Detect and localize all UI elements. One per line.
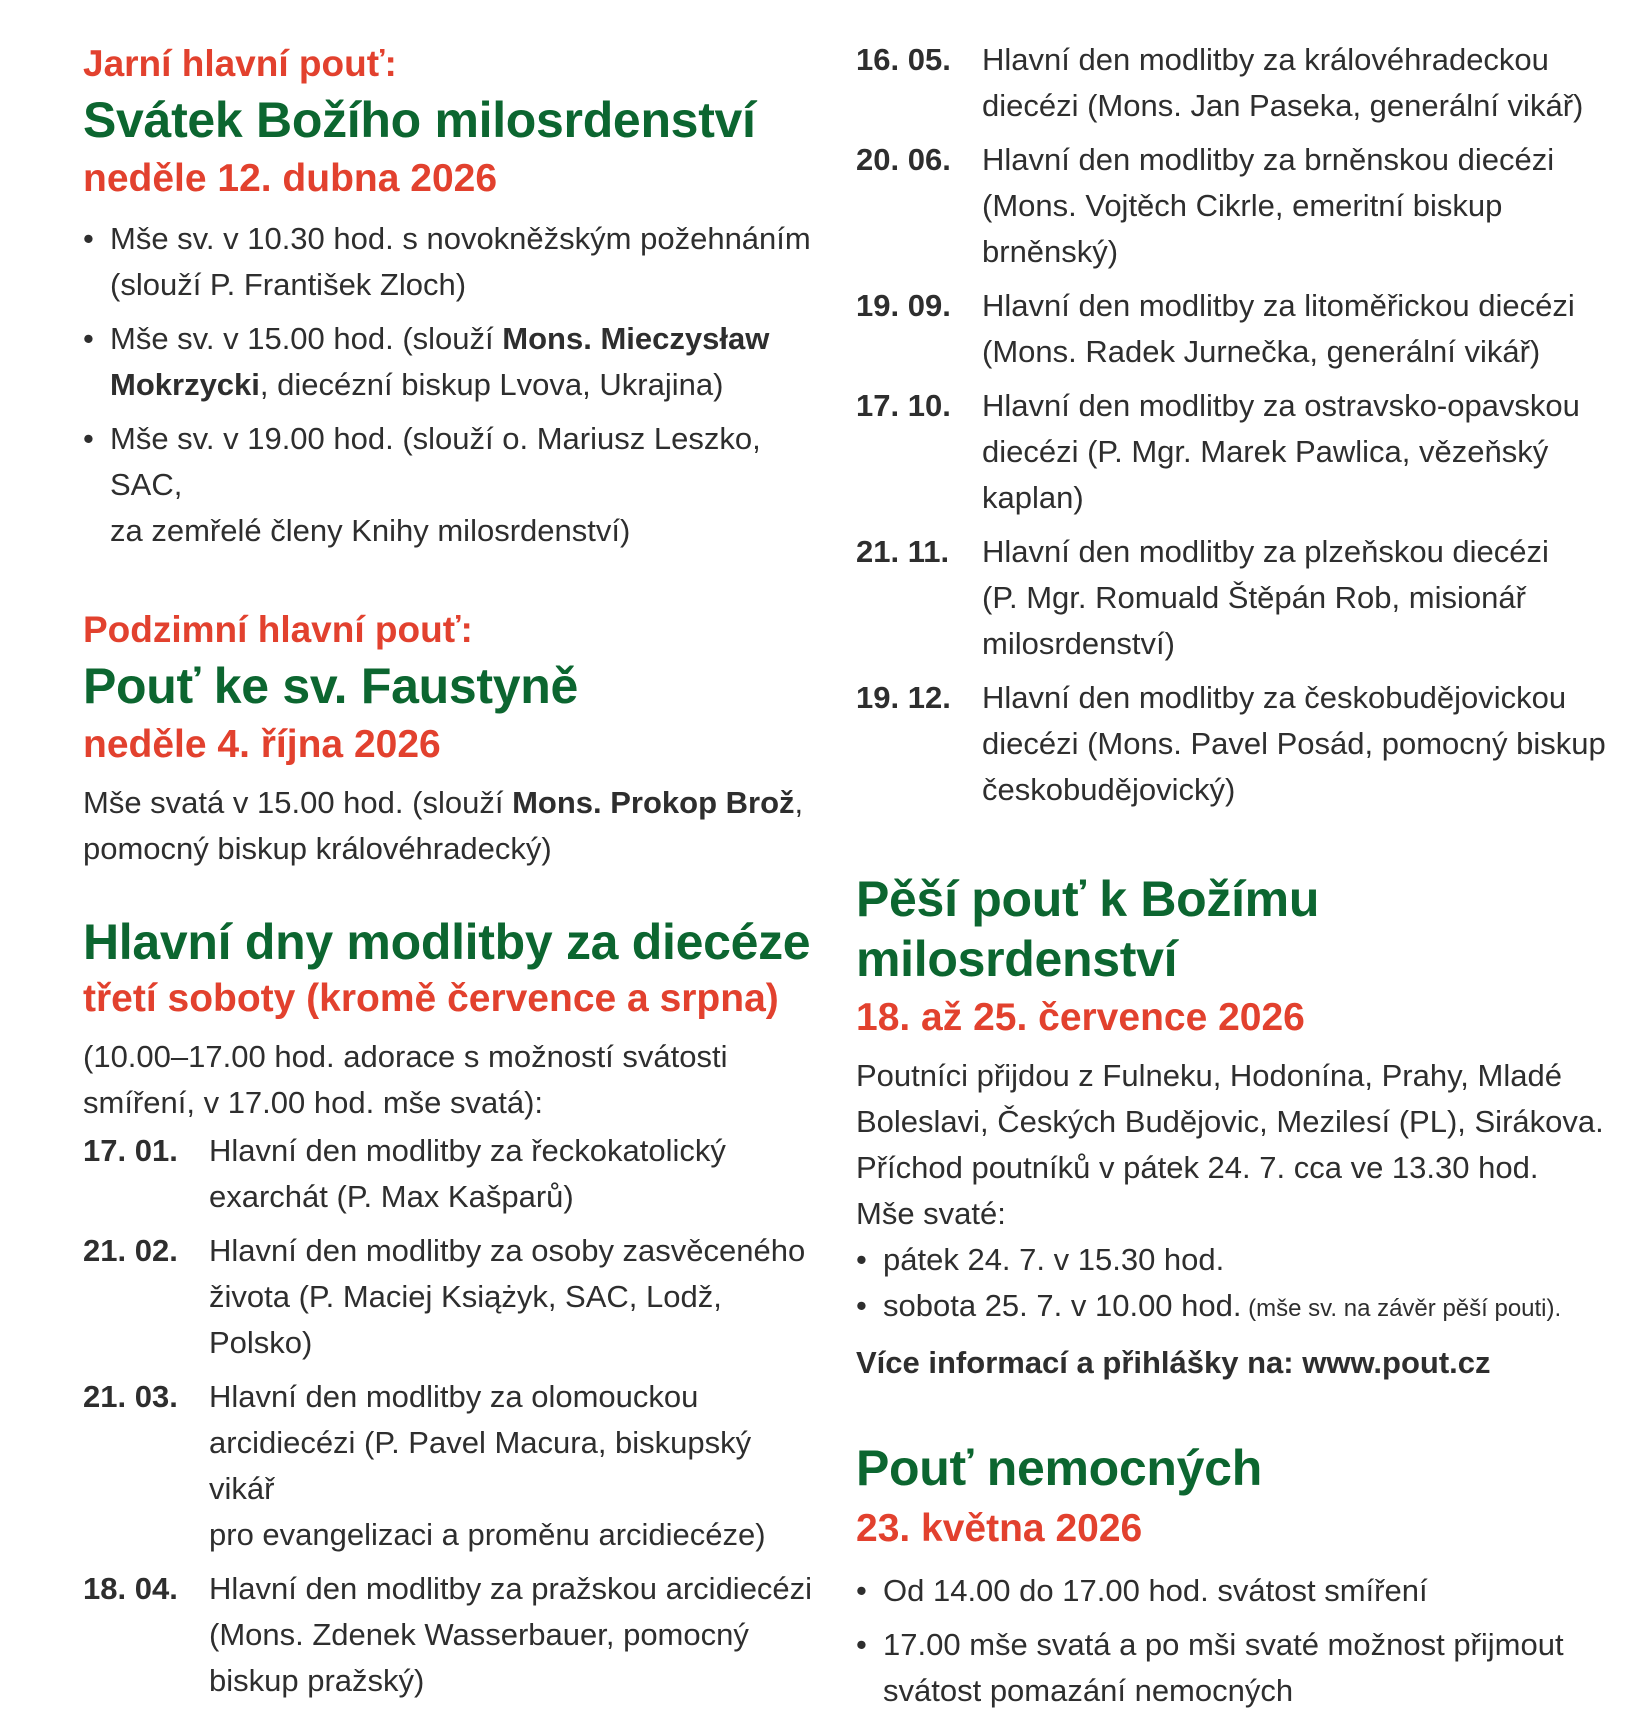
prayer-day-row: 20. 06. Hlavní den modlitby za brněnskou diecézi (Mons. Vojtěch Cikrle, emeritní biskup brněnský) (856, 142, 1555, 269)
prayer-days-title: Hlavní dny modlitby za diecéze (83, 914, 811, 970)
walk-info-link[interactable]: Více informací a přihlášky na: www.pout.cz (856, 1345, 1491, 1380)
left-column (83, 0, 823, 1704)
sick-item: • Od 14.00 do 17.00 hod. svátost smíření (856, 1568, 1616, 1614)
autumn-kicker: Podzimní hlavní pouť: (83, 609, 473, 650)
prayer-day-row: 19. 12. Hlavní den modlitby za českobudějovickou diecézi (Mons. Pavel Posád, pomocný biskup českobudějovický) (856, 680, 1606, 807)
prayer-day-row: 18. 04. Hlavní den modlitby za pražskou arcidiecézi (Mons. Zdenek Wasserbauer, pomocný biskup pražský) (83, 1571, 813, 1698)
autumn-mass: Mše svatá v 15.00 hod. (slouží Mons. Prokop Brož, pomocný biskup královéhradecký) (83, 785, 804, 866)
prayer-day-row: 17. 01. Hlavní den modlitby za řeckokatolický exarchát (P. Max Kašparů) (83, 1133, 726, 1214)
spring-kicker: Jarní hlavní pouť: (83, 43, 397, 84)
sick-item: • 17.00 mše svatá a po mši svaté možnost přijmout svátost pomazání nemocných (856, 1622, 1616, 1714)
prayer-day-row: 19. 09. Hlavní den modlitby za litoměřickou diecézi (Mons. Radek Jurnečka, generální vikář) (856, 288, 1575, 369)
autumn-date: neděle 4. října 2026 (83, 723, 441, 766)
prayer-days-intro: (10.00–17.00 hod. adorace s možností svátosti smíření, v 17.00 hod. mše svatá): (83, 1039, 728, 1120)
prayer-days-right-list (856, 0, 1616, 813)
sick-date: 23. května 2026 (856, 1507, 1143, 1550)
spring-mass-item: • Mše sv. v 19.00 hod. (slouží o. Mariusz Leszko, SAC, za zemřelé členy Knihy milosrdenství) (83, 416, 823, 554)
sick-pilgrimage (856, 1438, 1616, 1714)
prayer-day-row: 16. 05. Hlavní den modlitby za královéhradeckou diecézi (Mons. Jan Paseka, generální vikář) (856, 42, 1584, 123)
walk-mass-item: • pátek 24. 7. v 15.30 hod. (856, 1237, 1616, 1283)
spring-pilgrimage (83, 0, 823, 554)
prayer-day-row: 17. 10. Hlavní den modlitby za ostravsko-opavskou diecézi (P. Mgr. Marek Pawlica, vězeňský kaplan) (856, 388, 1580, 515)
prayer-days-left-list (83, 1128, 823, 1704)
walk-date: 18. až 25. července 2026 (856, 996, 1305, 1039)
sick-list (856, 1568, 1616, 1714)
prayer-day-row: 21. 02. Hlavní den modlitby za osoby zasvěceného života (P. Maciej Książyk, SAC, Lodž, Polsko) (83, 1233, 806, 1360)
walk-mass-item: • sobota 25. 7. v 10.00 hod. (mše sv. na závěr pěší pouti). (856, 1283, 1616, 1332)
prayer-day-row: 21. 03. Hlavní den modlitby za olomouckou arcidiecézi (P. Pavel Macura, biskupský vikář pro evangelizaci a proměnu arcidiecéze) (83, 1379, 766, 1552)
prayer-days-subtitle: třetí soboty (kromě července a srpna) (83, 977, 779, 1020)
prayer-days (83, 912, 823, 1704)
autumn-pilgrimage (83, 608, 823, 872)
autumn-title: Pouť ke sv. Faustyně (83, 658, 578, 714)
sick-title: Pouť nemocných (856, 1440, 1262, 1496)
spring-mass-item: • Mše sv. v 10.30 hod. s novokněžským požehnáním (slouží P. František Zloch) (83, 216, 823, 308)
walk-title: Pěší pouť k Božímu milosrdenství (856, 871, 1320, 987)
spring-title: Svátek Božího milosrdenství (83, 92, 756, 148)
spring-mass-list (83, 216, 823, 554)
walking-pilgrimage (856, 869, 1616, 1386)
spring-mass-item: • Mše sv. v 15.00 hod. (slouží Mons. Mieczysław Mokrzycki, diecézní biskup Lvova, Ukrajina) (83, 316, 823, 408)
prayer-day-row: 21. 11. Hlavní den modlitby za plzeňskou diecézi (P. Mgr. Romuald Štěpán Rob, misionář milosrdenství) (856, 534, 1549, 661)
spring-date: neděle 12. dubna 2026 (83, 157, 498, 200)
right-column (856, 0, 1616, 1714)
walk-text: Poutníci přijdou z Fulneku, Hodonína, Prahy, Mladé Boleslavi, Českých Budějovic, Mezilesí (PL), Sirákova. Příchod poutníků v pátek 24. 7. cca ve 13.30 hod. Mše svaté: • pátek 24. 7. v 15.30 hod. • sobota 25. 7. v 10.00 hod. (mše sv. na závěr pěší pouti). (856, 1053, 1616, 1332)
